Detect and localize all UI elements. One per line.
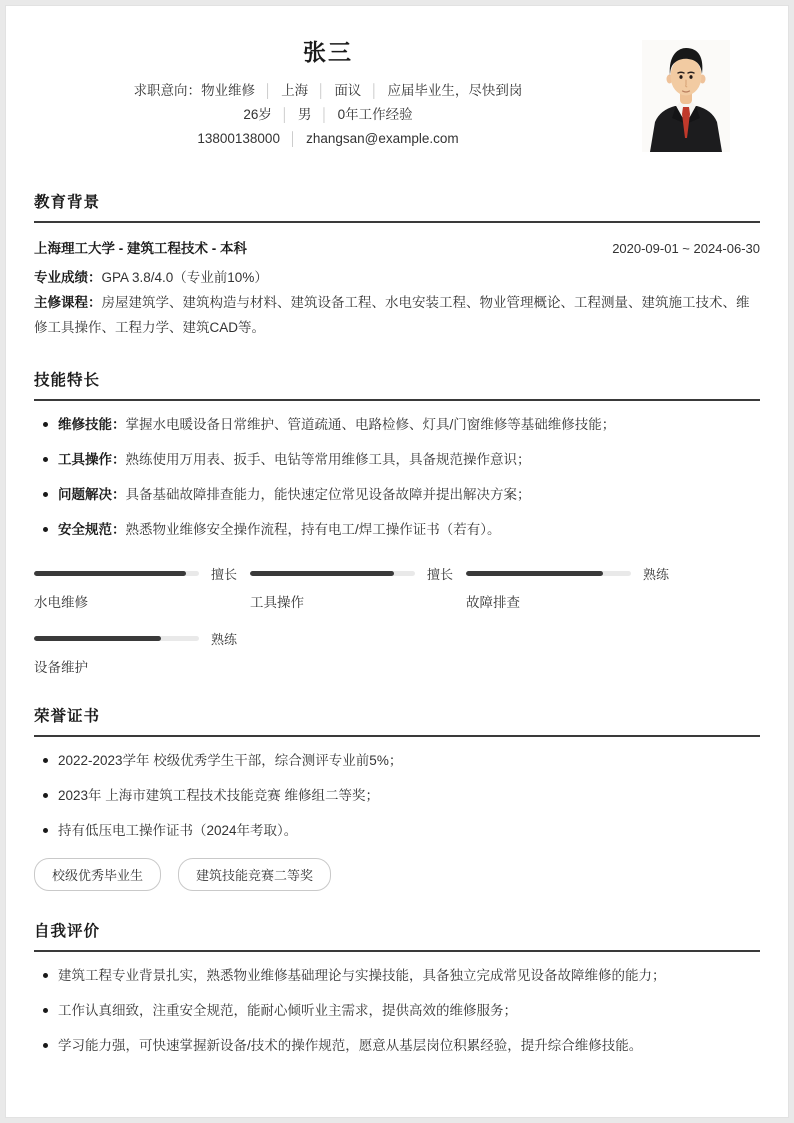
self-eval-bullet: 学习能力强，可快速掌握新设备/技术的操作规范，愿意从基层岗位积累经验，提升综合维修技能。 xyxy=(34,1036,760,1056)
skills-bullet-list xyxy=(34,415,760,540)
skill-bar xyxy=(34,566,250,611)
header-text-block xyxy=(34,34,622,151)
honor-bullet: 2022-2023学年 校级优秀学生干部，综合测评专业前5%； xyxy=(34,751,760,771)
separator-bar: │ xyxy=(288,131,298,146)
school-major-degree: 上海理工大学 - 建筑工程技术 - 本科 xyxy=(34,241,247,256)
gpa-value: GPA 3.8/4.0（专业前10%） xyxy=(101,270,268,285)
personal-info-line xyxy=(34,103,622,127)
section-self-evaluation xyxy=(34,919,760,1056)
honor-bullet: 2023年 上海市建筑工程技术技能竞赛 维修组二等奖； xyxy=(34,786,760,806)
intent-city: 上海 xyxy=(281,83,309,98)
separator-bar: │ xyxy=(317,83,326,98)
section-honors xyxy=(34,704,760,891)
gender: 男 xyxy=(298,107,312,122)
email-address: zhangsan@example.com xyxy=(306,131,459,146)
skill-bullet-text: 掌握水电暖设备日常维护、管道疏通、电路检修、灯具/门窗维修等基础维修技能； xyxy=(125,417,616,432)
skill-bar-name: 故障排查 xyxy=(466,595,520,610)
skill-bar-name: 水电维修 xyxy=(34,595,88,610)
honors-bullet-list xyxy=(34,751,760,841)
phone-number: 13800138000 xyxy=(197,131,280,146)
intent-salary: 面议 xyxy=(334,83,362,98)
contact-line xyxy=(34,127,622,151)
separator-bar: │ xyxy=(264,83,273,98)
skill-level-label: 擅长 xyxy=(211,566,238,582)
skill-bar-track xyxy=(466,571,631,576)
honor-tag-pill: 校级优秀毕业生 xyxy=(34,858,161,891)
age: 26岁 xyxy=(243,107,272,122)
skill-bullet-text: 具备基础故障排查能力，能快速定位常见设备故障并提出解决方案； xyxy=(125,487,531,502)
self-eval-bullet-list xyxy=(34,966,760,1056)
skill-bullet-label: 维修技能： xyxy=(58,417,126,432)
skill-bars-grid xyxy=(34,566,760,676)
profile-photo-illustration xyxy=(642,40,730,152)
intent-availability: 应届毕业生，尽快到岗 xyxy=(387,83,523,98)
section-education xyxy=(34,190,760,340)
resume-page xyxy=(5,5,789,1118)
skill-bullet xyxy=(34,520,760,540)
skill-bar-name: 设备维护 xyxy=(34,660,88,675)
skill-bullet-label: 工具操作： xyxy=(58,452,126,467)
skill-level-label: 擅长 xyxy=(427,566,454,582)
job-intent-line xyxy=(34,79,622,103)
skill-bar-fill xyxy=(34,571,186,576)
candidate-name: 张三 xyxy=(303,39,353,65)
skill-bullet-label: 问题解决： xyxy=(58,487,126,502)
skill-bullet-text: 熟练使用万用表、扳手、电钻等常用维修工具，具备规范操作意识； xyxy=(125,452,531,467)
section-skills xyxy=(34,368,760,676)
honor-tags xyxy=(34,858,760,891)
section-heading-education: 教育背景 xyxy=(34,190,760,223)
courses-label: 主修课程： xyxy=(34,295,102,310)
skill-bar-fill xyxy=(34,636,161,641)
separator-bar: │ xyxy=(320,107,329,122)
job-intent-label: 求职意向： xyxy=(133,83,202,98)
honor-tag-pill: 建筑技能竞赛二等奖 xyxy=(178,858,331,891)
section-heading-skills: 技能特长 xyxy=(34,368,760,401)
section-heading-self-evaluation: 自我评价 xyxy=(34,919,760,952)
skill-bar xyxy=(250,566,466,611)
skill-bullet xyxy=(34,415,760,435)
courses-value: 房屋建筑学、建筑构造与材料、建筑设备工程、水电安装工程、物业管理概论、工程测量、建筑施工技术、维修工具操作、工程力学、建筑CAD等。 xyxy=(34,295,750,335)
profile-photo xyxy=(642,40,730,152)
intent-position: 物业维修 xyxy=(201,83,256,98)
self-eval-bullet: 工作认真细致，注重安全规范，能耐心倾听业主需求，提供高效的维修服务； xyxy=(34,1001,760,1021)
skill-bar-fill xyxy=(466,571,603,576)
courses-row xyxy=(34,290,760,340)
honor-bullet: 持有低压电工操作证书（2024年考取）。 xyxy=(34,821,760,841)
skill-bar-fill xyxy=(250,571,394,576)
skill-level-label: 熟练 xyxy=(643,566,670,582)
skill-bar-track xyxy=(34,571,199,576)
education-entry xyxy=(34,237,760,257)
skill-bar-track xyxy=(250,571,415,576)
gpa-label: 专业成绩： xyxy=(34,270,102,285)
resume-header xyxy=(34,34,760,162)
skill-bar xyxy=(34,631,250,676)
skill-bullet-text: 熟悉物业维修安全操作流程，持有电工/焊工操作证书（若有）。 xyxy=(125,522,501,537)
skill-bullet-label: 安全规范： xyxy=(58,522,126,537)
work-experience: 0年工作经验 xyxy=(337,107,413,122)
education-date-range: 2020-09-01 ~ 2024-06-30 xyxy=(612,241,760,256)
gpa-row xyxy=(34,265,760,290)
skill-bullet xyxy=(34,450,760,470)
separator-bar: │ xyxy=(370,83,379,98)
skill-bullet xyxy=(34,485,760,505)
self-eval-bullet: 建筑工程专业背景扎实，熟悉物业维修基础理论与实操技能，具备独立完成常见设备故障维修的能力； xyxy=(34,966,760,986)
skill-bar xyxy=(466,566,682,611)
separator-bar: │ xyxy=(280,107,289,122)
skill-level-label: 熟练 xyxy=(211,631,238,647)
section-heading-honors: 荣誉证书 xyxy=(34,704,760,737)
skill-bar-name: 工具操作 xyxy=(250,595,304,610)
skill-bar-track xyxy=(34,636,199,641)
